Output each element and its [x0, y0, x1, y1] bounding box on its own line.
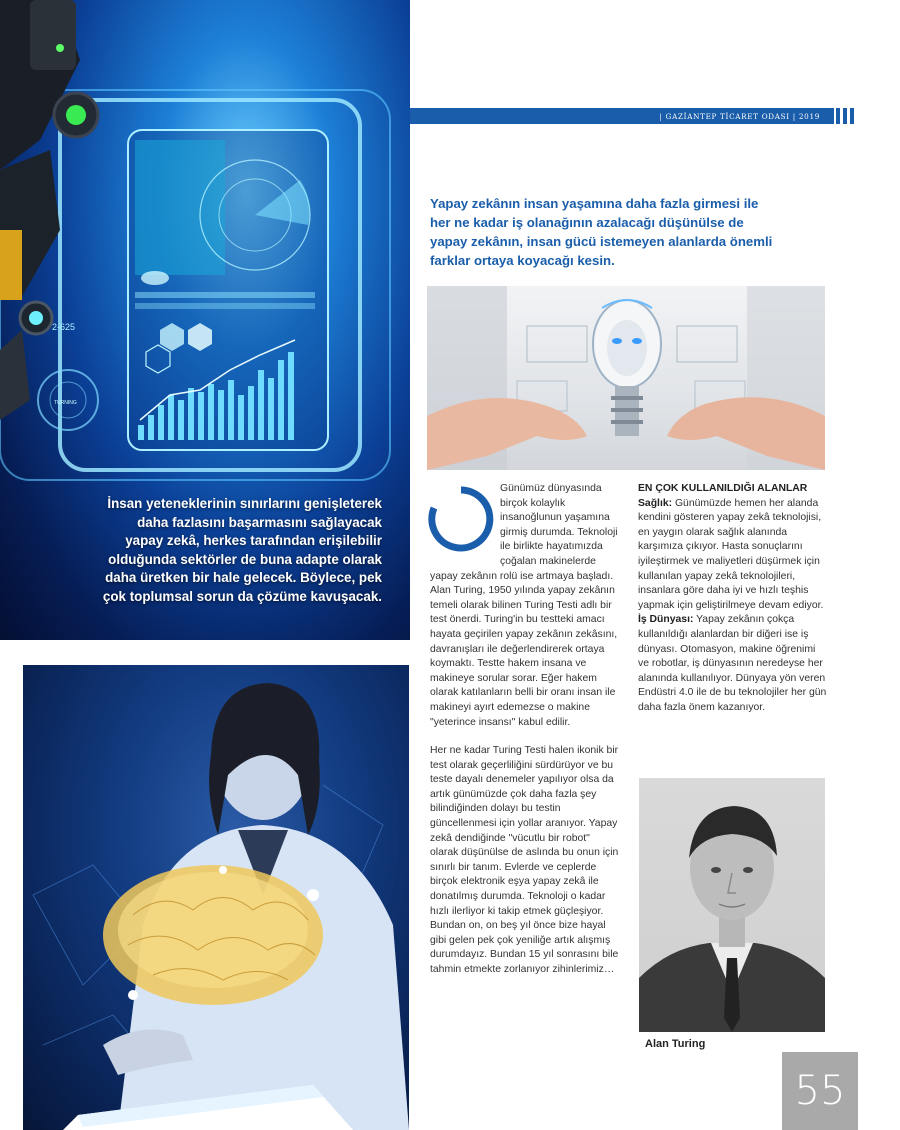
robot-illustration	[427, 286, 825, 470]
publication-header-band	[410, 108, 834, 124]
accent-bar	[843, 108, 847, 124]
article-paragraph-2: Her ne kadar Turing Testi halen ikonik bir test olarak geçerliliğini sürdürüyor ve bu teste dayalı denemeler yapılıyor olsa da artık günümüzde çok daha fazla şey bilindiğinden dolayı bu testin güncellenmesi için yollar aranıyor. Yapay zekâ dendiğinde "vücutlu bir robot" olarak düşünülse de aslında bu onun için sınırlı bir tanım. Evlerde ve ceplerde birçok elektronik eşya yapay zekâ ile donatılmış durumda. Teknoloji o kadar hızlı ilerliyor ki takip etmek güçleşiyor. Bundan on, on beş yıl önce bize hayal gibi gelen pek çok yeniliğe artık alışmış durumdayız. Bundan 15 yıl sonrasını bile tahmin etmekte zorlanıyor zihinlerimiz…	[430, 745, 619, 975]
hud-label-a: 2-625	[52, 322, 76, 332]
hud-label-b: TURNING	[54, 400, 77, 406]
page-number: 55	[782, 1052, 858, 1130]
health-label: Sağlık:	[638, 497, 673, 509]
header-accent-bars	[836, 108, 854, 124]
health-text: Günümüzde hemen her alanda kendini gösteren yapay zekâ teknolojisi, en yaygın olarak sağlık alanında karşımıza çıkıyor. Hasta sonuçlarını iyileştirmek ve maliyetleri düşürmek için kullanılan yapay zekâ teknolojileri, insanlara göre daha iyi ve hızlı teşhis yapmak için geliştirilmeye devam ediyor.	[638, 497, 824, 611]
alan-turing-portrait	[639, 778, 825, 1032]
publication-title: | GAZİANTEP TİCARET ODASI | 2019	[659, 111, 820, 121]
accent-bar	[850, 108, 854, 124]
pull-quote: Yapay zekânın insan yaşamına daha fazla girmesi ile her ne kadar iş olanağının azalacağı düşünülse de yapay zekânın, insan gücü istemeyen alanlarda önemli farklar ortaya koyacağı kesin.	[430, 196, 773, 268]
robot-head-hands-photo	[427, 286, 825, 470]
drop-cap-ring-icon	[426, 484, 496, 556]
section-heading: EN ÇOK KULLANILDIĞI ALANLAR	[638, 483, 808, 494]
brain-illustration	[23, 665, 409, 1130]
portrait-caption: Alan Turing	[645, 1038, 706, 1050]
accent-bar	[836, 108, 840, 124]
article-column-main	[430, 482, 620, 978]
business-paragraph	[638, 613, 828, 715]
doctor-brain-tablet-image	[23, 665, 409, 1130]
hero-robot-hud-image	[0, 0, 410, 640]
hero-caption: İnsan yeteneklerinin sınırlarını genişleterek daha fazlasını başarmasını sağlayacak yapay zekâ, herkes tarafından erişilebilir olduğunda sektörler de buna adapte olarak daha üretken bir hale gelecek. Böylece, pek çok toplumsal sorun da çözüme kavuşacak.	[102, 496, 382, 604]
business-text: Yapay zekânın çokça kullanıldığı alanlardan bir diğeri ise iş dünyası. Otomasyon, makine öğrenimi ve robotlar, iş dünyasının neredeyse her alanında kullanılıyor. Dünyaya yön veren Endüstri 4.0 ile de bu teknolojiler her gün daha fazla önem kazanıyor.	[638, 614, 827, 713]
article-column-side	[638, 482, 828, 716]
business-label: İş Dünyası:	[638, 614, 694, 626]
portrait-illustration	[639, 778, 825, 1032]
health-paragraph	[638, 497, 828, 614]
article-paragraph-1: Günümüz dünyasında birçok kolaylık insanoğlunun yaşamına girmiş durumda. Teknoloji ile birlikte hayatımızda çoğalan makinelerde yapay zekânın rolü ise artmaya başladı. Alan Turing, 1950 yılında yapay zekânın temeli olarak bilinen Turing Testi adlı bir test önerdi. Turing'in bu testteki amacı hayata geçirilen yapay zekânın zekâsını, davranışları ile değerlendirerek ortaya koymaktı. Testte hakem insana ve makineye sorular sorar. Eğer hakem olarak katılanların belli bir oranı insan ile makineyi ayırt edemezse o makine "yeterince insansı" kabul edilir.	[430, 483, 618, 728]
